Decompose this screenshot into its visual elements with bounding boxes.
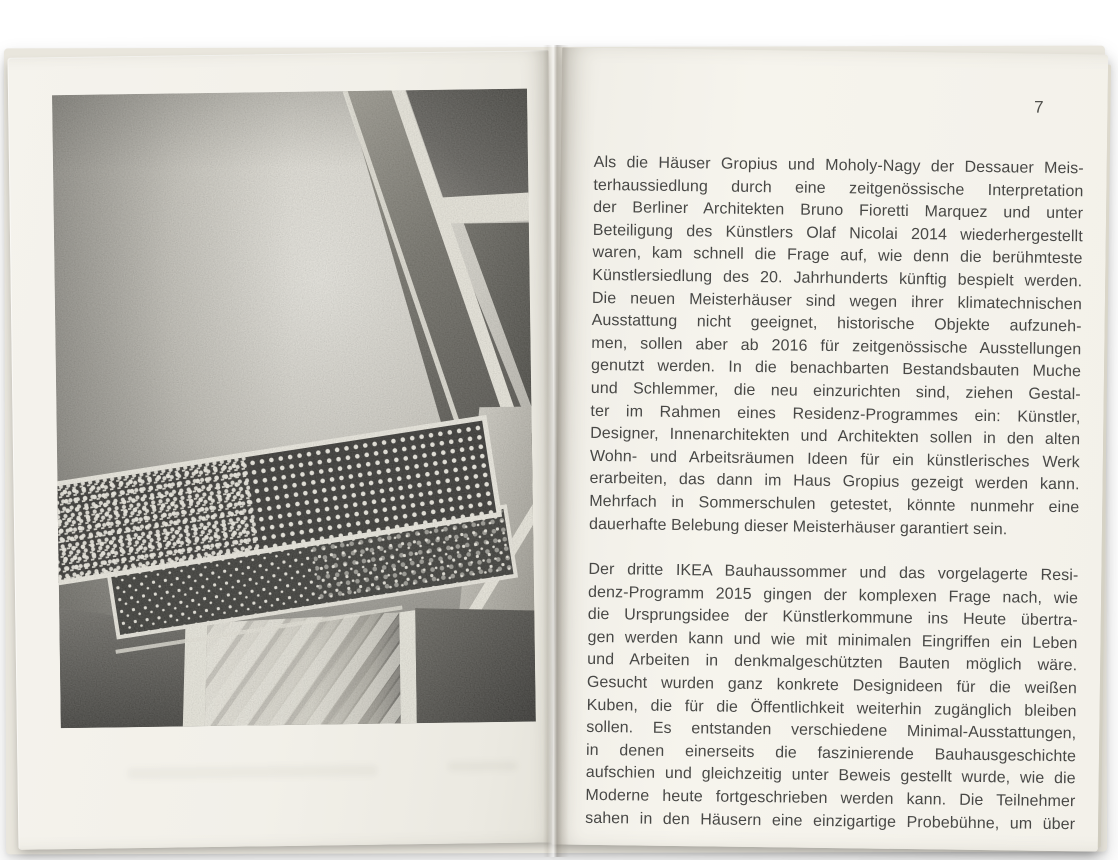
grainy-abstract-collage-graphic bbox=[52, 89, 536, 729]
text-line: sahen in den Häusern eine einzigartige Probebühne, um über bbox=[585, 809, 1076, 833]
page-showthrough-smudge bbox=[127, 765, 377, 779]
text-line: der Berliner Architekten Bruno Fioretti Marquez und unter bbox=[593, 199, 1084, 223]
text-line: Gesucht wurden ganz konkrete Designideen für die weißen bbox=[586, 673, 1077, 698]
text-line: Als die Häuser Gropius und Moholy-Nagy der Dessauer Meis- bbox=[593, 153, 1084, 178]
text-line: Moderne heute fortgeschrieben werden kann. Die Teilnehmer bbox=[585, 786, 1076, 811]
text-line: aufschien und gleichzeitig unter Beweis gestellt wurde, wie die bbox=[585, 764, 1076, 788]
text-line: denz-Programm 2015 gingen der komplexen Frage nach, wie bbox=[588, 583, 1079, 607]
text-line: Künstlersiedlung des 20. Jahrhunderts künftig bespielt werden. bbox=[592, 266, 1083, 291]
page-number: 7 bbox=[1033, 97, 1044, 117]
text-line: Beteiligung des Künstlers Olaf Nicolai 2014 wiederhergestellt bbox=[592, 221, 1083, 246]
artwork-image bbox=[52, 89, 536, 729]
body-text-block bbox=[585, 152, 1084, 860]
text-line: genutzt werden. In die benachbarten Bestandsbauten Muche bbox=[590, 357, 1082, 381]
text-line: und Arbeiten in denkmalgeschützten Bauten möglich wäre. bbox=[587, 651, 1078, 675]
text-line: sollen. Es entstanden verschiedene Minimal-Ausstattungen, bbox=[586, 719, 1077, 743]
text-line: Kuben, die für die Öffentlichkeit weiterhin zugänglich bleiben bbox=[586, 696, 1077, 720]
body-paragraph-2 bbox=[585, 559, 1079, 837]
text-line: Die neuen Meisterhäuser sind wegen ihrer klimatechnischen bbox=[591, 289, 1083, 313]
text-line: Ausstattung nicht geeignet, historische Objekte aufzuneh- bbox=[591, 312, 1082, 336]
text-line: men, sollen aber ab 2016 für zeitgenössische Ausstellungen bbox=[591, 334, 1082, 359]
text-line: waren, kam schnell die Frage auf, wie denn die berühmteste bbox=[592, 244, 1083, 268]
text-line: ter im Rahmen eines Residenz-Programmes ein: Künstler, bbox=[590, 402, 1081, 426]
body-paragraph-1 bbox=[589, 152, 1084, 542]
text-line: Designer, Innenarchitekten und Architekten sollen in den alten bbox=[590, 424, 1081, 449]
text-line: Wohn- und Arbeitsräumen Ideen für ein künstlerisches Werk bbox=[589, 447, 1080, 471]
text-line: und Schlemmer, die neu einzurichten sind, ziehen Gestal- bbox=[590, 379, 1081, 404]
page-showthrough-smudge bbox=[447, 761, 517, 772]
text-line: gen werden kann und wie mit minimalen Eingriffen ein Leben bbox=[587, 628, 1078, 653]
text-line: Mehrfach in Sommerschulen getestet, könnte nunmehr eine bbox=[589, 492, 1080, 517]
right-page bbox=[552, 47, 1108, 851]
text-line: die Ursprungsidee der Künstlerkommune ins Heute übertra- bbox=[587, 606, 1078, 630]
text-line: terhaussiedlung durch eine zeitgenössische Interpretation bbox=[593, 176, 1084, 200]
text-line: erarbeiten, das dann im Haus Gropius gezeigt werden kann. bbox=[589, 470, 1080, 494]
text-line: Der dritte IKEA Bauhaussommer und das vorgelagerte Resi- bbox=[588, 560, 1079, 585]
text-line: dauerhafte Belebung dieser Meisterhäuser garantiert sein. bbox=[588, 515, 1008, 538]
left-page bbox=[7, 50, 559, 849]
text-line: in denen einerseits die faszinierende Bauhausgeschichte bbox=[585, 741, 1077, 766]
